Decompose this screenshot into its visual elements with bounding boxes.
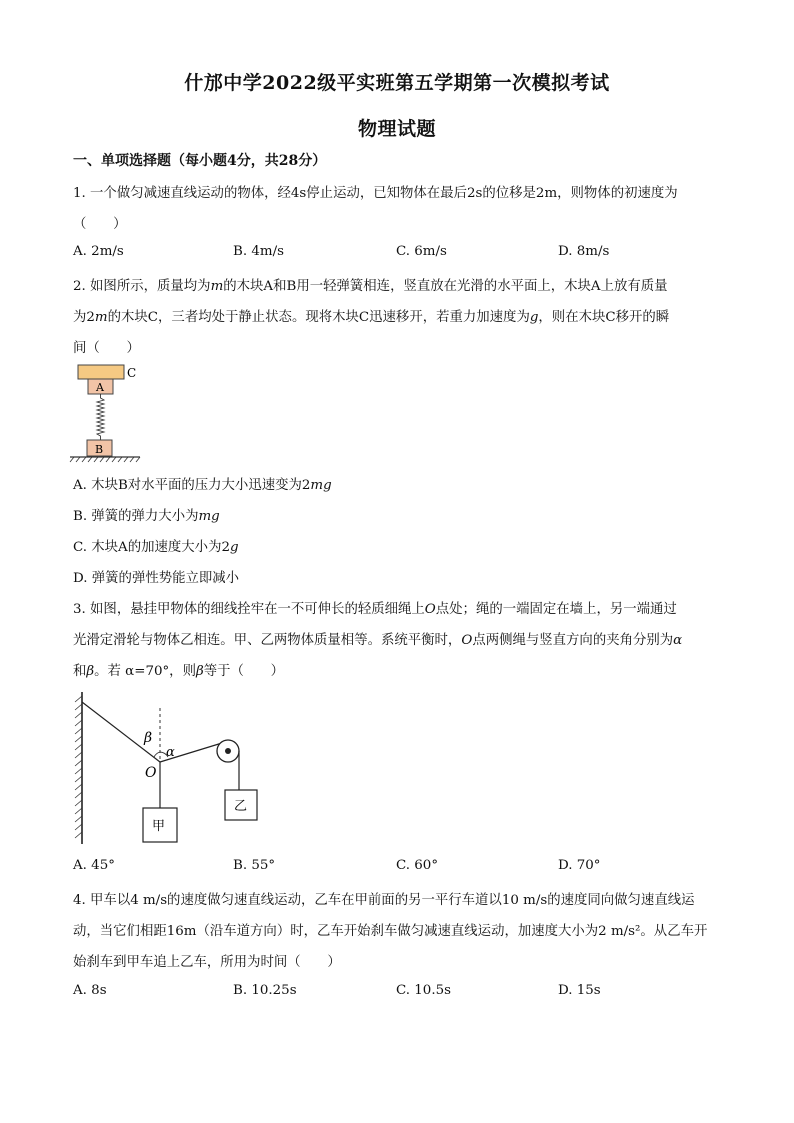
- q3-option-d: D. 70°: [558, 858, 601, 873]
- wall-hatch: [75, 696, 82, 838]
- block-b-label: B: [95, 443, 104, 456]
- block-c-label: C: [127, 366, 137, 380]
- q2-option-b: B. 弹簧的弹力大小为mg: [73, 509, 220, 524]
- q3-option-b: B. 55°: [233, 858, 276, 873]
- q2-stem-line1: 2. 如图所示，质量均为m的木块A和B用一轻弹簧相连，竖直放在光滑的水平面上，木块A上放有质量: [73, 279, 668, 294]
- spring: [97, 394, 104, 440]
- alpha-label: α: [166, 745, 175, 760]
- block-a-label: A: [96, 381, 104, 394]
- q4-stem-line2: 动，当它们相距16m（沿车道方向）时，乙车开始刹车做匀减速直线运动，加速度大小为2 m/s²。从乙车开: [73, 924, 708, 939]
- q1-stem-line2: （ ）: [73, 217, 127, 232]
- q4-option-b: B. 10.25s: [233, 983, 297, 998]
- q2-option-a: A. 木块B对水平面的压力大小迅速变为2mg: [73, 478, 332, 493]
- beta-label: β: [144, 730, 153, 746]
- exam-subtitle: 物理试题: [357, 118, 436, 140]
- q2-stem-line2: 为2m的木块C，三者均处于静止状态。现将木块C迅速移开，若重力加速度为g，则在木块C移开的瞬: [73, 310, 670, 325]
- q1-option-a: A. 2m/s: [73, 244, 124, 259]
- q1-stem-line1: 1. 一个做匀减速直线运动的物体，经4s停止运动，已知物体在最后2s的位移是2m，则物体的初速度为: [73, 186, 678, 201]
- q3-stem-line2: 光滑定滑轮与物体乙相连。甲、乙两物体质量相等。系统平衡时，O点两侧绳与竖直方向的夹角分别为α: [73, 633, 683, 648]
- q2-spring-blocks-figure: [68, 360, 148, 466]
- q2-stem-line3: 间（ ）: [73, 341, 140, 356]
- q3-stem-line3: 和β。若 α=70°，则β等于（ ）: [73, 664, 285, 679]
- exam-title: 什邡中学2022级平实班第五学期第一次模拟考试: [184, 72, 610, 94]
- q4-stem-line3: 始刹车到甲车追上乙车，所用为时间（ ）: [73, 955, 341, 970]
- block-jia-label: 甲: [152, 819, 166, 834]
- point-o-label: O: [145, 765, 157, 781]
- q4-stem-line1: 4. 甲车以4 m/s的速度做匀速直线运动，乙车在甲前面的另一平行车道以10 m/s的速度同向做匀速直线运: [73, 893, 695, 908]
- block-c: [78, 365, 124, 379]
- q1-option-b: B. 4m/s: [233, 244, 284, 259]
- angle-arc-left: [154, 752, 160, 757]
- q1-option-c: C. 6m/s: [396, 244, 447, 259]
- q4-option-d: D. 15s: [558, 983, 601, 998]
- section-heading: 一、单项选择题（每小题4分，共28分）: [73, 153, 327, 169]
- q3-stem-line1: 3. 如图，悬挂甲物体的细线拴牢在一不可伸长的轻质细绳上O点处；绳的一端固定在墙上，另一端通过: [73, 602, 677, 617]
- q3-pulley-figure: [68, 690, 278, 850]
- pulley-axle: [225, 748, 231, 754]
- q4-option-c: C. 10.5s: [396, 983, 451, 998]
- q1-option-d: D. 8m/s: [558, 244, 610, 259]
- q3-option-a: A. 45°: [73, 858, 115, 873]
- block-yi-label: 乙: [234, 799, 248, 814]
- q2-option-d: D. 弹簧的弹性势能立即减小: [73, 571, 240, 586]
- q2-option-c: C. 木块A的加速度大小为2g: [73, 540, 239, 555]
- ground-hatch: [70, 457, 140, 462]
- q4-option-a: A. 8s: [73, 983, 107, 998]
- q3-option-c: C. 60°: [396, 858, 439, 873]
